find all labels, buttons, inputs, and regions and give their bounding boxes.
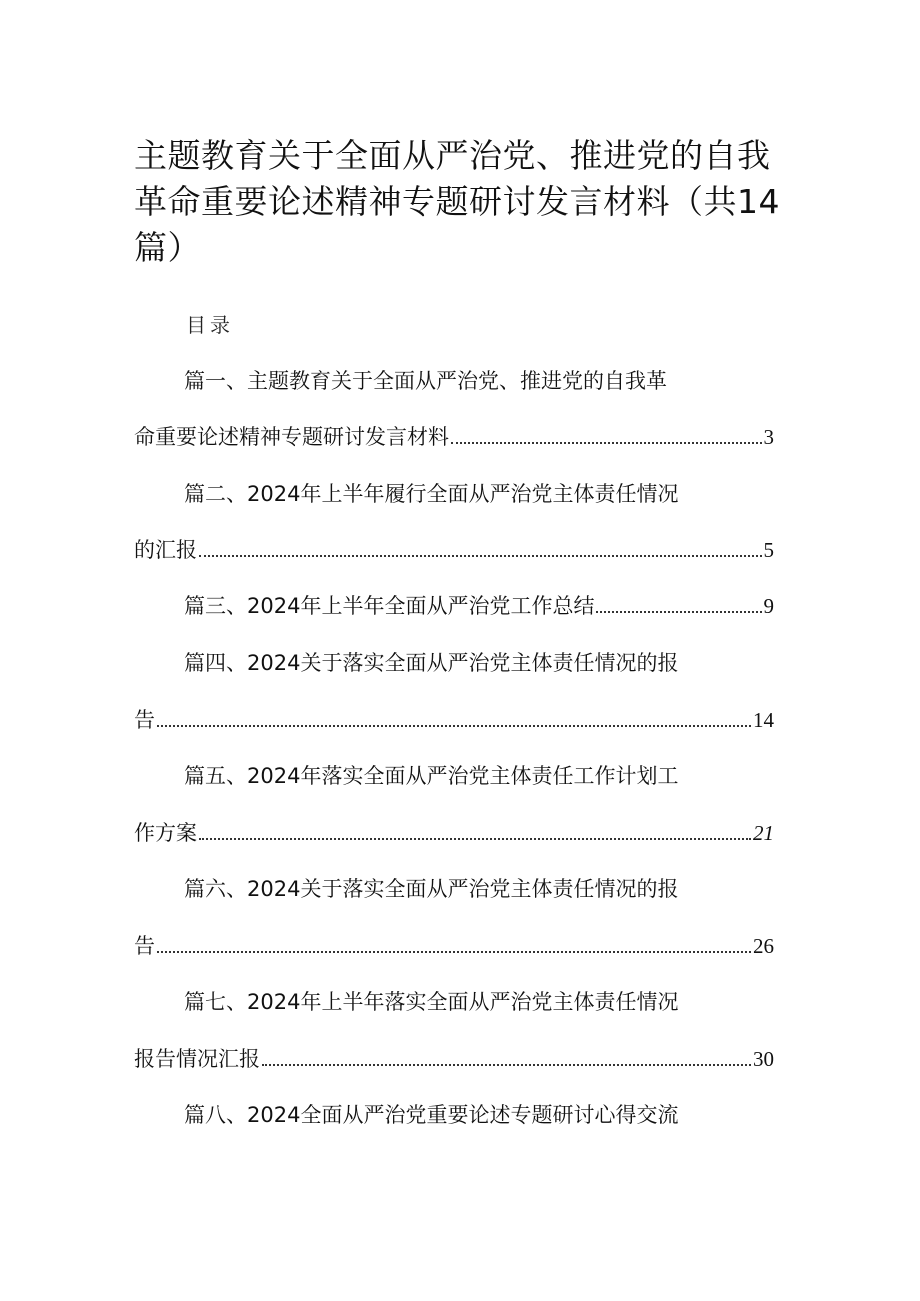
toc-entry-1-line2[interactable] [134, 422, 774, 452]
toc-page-number: 30 [753, 1047, 774, 1071]
toc-entry-text: 告 [134, 934, 155, 958]
toc-entry-2-line1[interactable]: 篇二、2024年上半年履行全面从严治党主体责任情况 [184, 482, 679, 506]
toc-entry-4-line1[interactable]: 篇四、2024关于落实全面从严治党主体责任情况的报 [184, 651, 679, 675]
toc-entry-6-line1[interactable]: 篇六、2024关于落实全面从严治党主体责任情况的报 [184, 877, 679, 901]
dot-leader [262, 1064, 751, 1066]
toc-entry-4-line2[interactable] [134, 705, 774, 735]
document-title: 主题教育关于全面从严治党、推进党的自我革命重要论述精神专题研讨发言材料（共14篇） [134, 136, 780, 267]
toc-page-number: 14 [753, 708, 774, 732]
toc-entry-text: 篇三、2024年上半年全面从严治党工作总结 [184, 594, 595, 618]
toc-entry-text: 报告情况汇报 [134, 1047, 260, 1071]
toc-entry-1-line1[interactable]: 篇一、主题教育关于全面从严治党、推进党的自我革 [184, 369, 667, 393]
toc-heading: 目录 [186, 313, 234, 337]
toc-page-number: 21 [753, 821, 774, 845]
toc-entry-text: 的汇报 [134, 538, 197, 562]
toc-page-number: 3 [763, 425, 774, 449]
toc-entry-text: 告 [134, 708, 155, 732]
dot-leader [451, 442, 762, 444]
dot-leader [596, 611, 761, 613]
dot-leader [157, 951, 751, 953]
toc-entry-text: 作方案 [134, 821, 197, 845]
toc-entry-text: 命重要论述精神专题研讨发言材料 [134, 425, 449, 449]
toc-page-number: 9 [763, 594, 774, 618]
toc-entry-5-line2[interactable] [134, 818, 774, 848]
toc-entry-7-line1[interactable]: 篇七、2024年上半年落实全面从严治党主体责任情况 [184, 990, 679, 1014]
toc-page-number: 5 [763, 538, 774, 562]
toc-entry-5-line1[interactable]: 篇五、2024年落实全面从严治党主体责任工作计划工 [184, 764, 679, 788]
dot-leader [157, 725, 751, 727]
dot-leader [199, 838, 751, 840]
dot-leader [199, 555, 762, 557]
toc-entry-6-line2[interactable] [134, 931, 774, 961]
toc-entry-3[interactable] [184, 591, 774, 621]
toc-entry-2-line2[interactable] [134, 535, 774, 565]
toc-page-number: 26 [753, 934, 774, 958]
toc-entry-7-line2[interactable] [134, 1044, 774, 1074]
toc-entry-8-line1[interactable]: 篇八、2024全面从严治党重要论述专题研讨心得交流 [184, 1103, 679, 1127]
